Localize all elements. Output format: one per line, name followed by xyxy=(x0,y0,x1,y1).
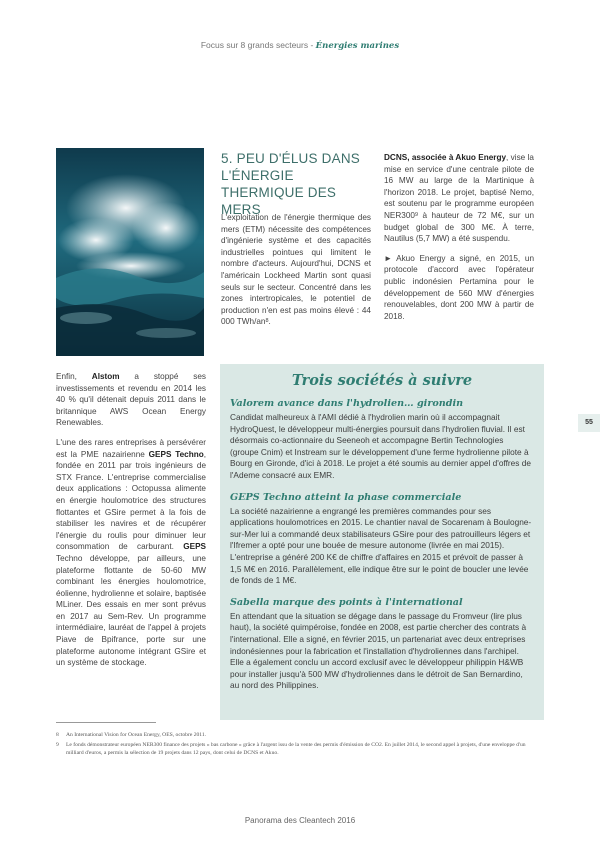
paragraph: DCNS, associée à Akuo Energy, vise la mise en service d'une centrale pilote de 16 MW au large de la Martinique à l'horizon 2018. Le projet, baptisé Nemo, est soutenu par le programme européen $NER300^9$ à hauteur de 72 M€, sur un budget global de 300 M€. À terre, Nautilus (5,7 MW) a été suspendu. xyxy=(384,153,534,244)
box-section-text: En attendant que la situation se dégage dans le passage du Fromveur (lire plus haut), la société quimpéroise, fondée en 2008, est partie chercher des contrats à l'international. Elle a signé, en février 2015, un partenariat avec deux entreprises indonésiennes pour la fabrication et l'installation d'hydroliennes dans l'archipel. Elle a également conclu un accord exclusif avec le développeur philippin H&WB pour installer jusqu'à 500 MW d'hydroliennes dans le détroit de San Bernardino, au nord des Philippines. xyxy=(230,610,527,691)
article-column-right xyxy=(384,152,534,330)
arrow-bullet-icon: ► xyxy=(384,253,393,263)
footnote: 9 Le fonds démonstrateur européen NER300 finance des projets « bas carbone » grâce à l'argent issu de la vente des permis d'émission de CO2. En juillet 2014, le second appel à projets, d'une enveloppe d'un milliard d'euros, a permis la sélection de 19 projets dans 12 pays, dont celui de DCNS et Akuo. xyxy=(56,742,526,756)
footnotes xyxy=(56,731,544,759)
article-column-middle xyxy=(221,212,371,336)
page-number: 55 xyxy=(578,414,600,432)
box-section-text: Candidat malheureux à l'AMI dédié à l'hydrolien marin où il accompagnait HydroQuest, le développeur multi-énergies poursuit dans l'hydrolien fluvial. Il est désormais co-actionnaire du Seeneoh et accompagne Bertin Technologies (groupe Cnim) et Instream sur le développement d'une ferme hydrolienne pilote à Bourg en Gironde, d'ici à 2018. Le projet a été soumis au dernier appel d'offres de l'Ademe consacré aux EMR. xyxy=(230,412,531,480)
ocean-wave-image xyxy=(56,148,204,356)
box-section-title: Sabella marque des points à l'international xyxy=(230,596,463,608)
paragraph: L'exploitation de l'énergie thermique des mers (ETM) nécessite des compétences d'ingénierie système et des capacités industrielles pointues qui limitent le nombre d'acteurs. Aujourd'hui, DCNS et l'américain Lockheed Martin sont quasi seuls sur le secteur. Concentré dans les zones intertropicales, le potentiel de production n'en est pas moins élevé : 44 000 TWh/$an^8$. xyxy=(221,213,371,327)
header-section: Énergies marines xyxy=(315,41,400,51)
box-section-title: GEPS Techno atteint la phase commerciale xyxy=(230,491,462,503)
paragraph: L'une des rares entreprises à persévérer est la PME nazairienne GEPS Techno, fondée en 2011 par trois ingénieurs de STX France. L'entreprise commercialise deux applications : Octopussa alimente en énergie houlomotrice des structures flottantes et GSire permet à la fois de stabiliser les navires et de récupérer l'énergie du roulis pour diminuer leur consommation de carburant. GEPS Techno développe, par ailleurs, une plateforme flottante de 50-60 MW combinant les énergies houlomotrice, éolienne, hydrolienne et solaire, baptisée MLiner. Des essais en mer sont prévus en 2017 au Sem-Rev. Un programme intermédiaire, lauréat de l'appel à projets Piave de Bpifrance, porte sur une plateforme autonome intégrant GSire et un système de stockage. xyxy=(56,437,207,668)
article-title: 5. PEU D'ÉLUS DANS L'ÉNERGIE THERMIQUE DES MERS xyxy=(221,151,360,217)
header-prefix: Focus sur 8 grands secteurs - xyxy=(200,40,314,50)
paragraph: ► Akuo Energy a signé, en 2015, un protocole d'accord avec l'opérateur public indonésien Pertamina pour le développement de 560 MW d'énergies renouvelables, dont 200 MW à partir de 2018. xyxy=(384,253,534,321)
running-footer: Panorama des Cleantech 2016 xyxy=(244,816,356,825)
box-section-title: Valorem avance dans l'hydrolien… girondin xyxy=(230,398,464,409)
running-header xyxy=(0,40,600,51)
box-section-text: La société nazairienne a engrangé les premières commandes pour ses applications houlomotrices en 2015. Le chantier naval de Socarenam à Boulogne-sur-Mer lui a commandé deux stabilisateurs GSire pour des patrouilleurs légers et l'Ifremer a opté pour une bouée de mesure autonome (livrée en mai 2015). L'entreprise a généré 200 K€ de chiffre d'affaires en 2015 et prévoit de passer à 1,5 M€ en 2016. Parallèlement, elle indique être sur le point de boucler une levée de fonds de 1 M€. xyxy=(230,505,532,586)
footnote-divider xyxy=(56,722,156,723)
companies-to-watch-box xyxy=(220,364,544,720)
footnote: 8 An International Vision for Ocean Energy, OES, octobre 2011. xyxy=(56,732,207,738)
article-column-left xyxy=(56,371,206,677)
box-title: Trois sociétés à suivre xyxy=(291,372,473,389)
paragraph: Enfin, Alstom a stoppé ses investissements et revendu en 2014 les 40 % qu'il détenait depuis 2011 dans le britannique AWS Ocean Energy Renewables. xyxy=(56,372,206,428)
